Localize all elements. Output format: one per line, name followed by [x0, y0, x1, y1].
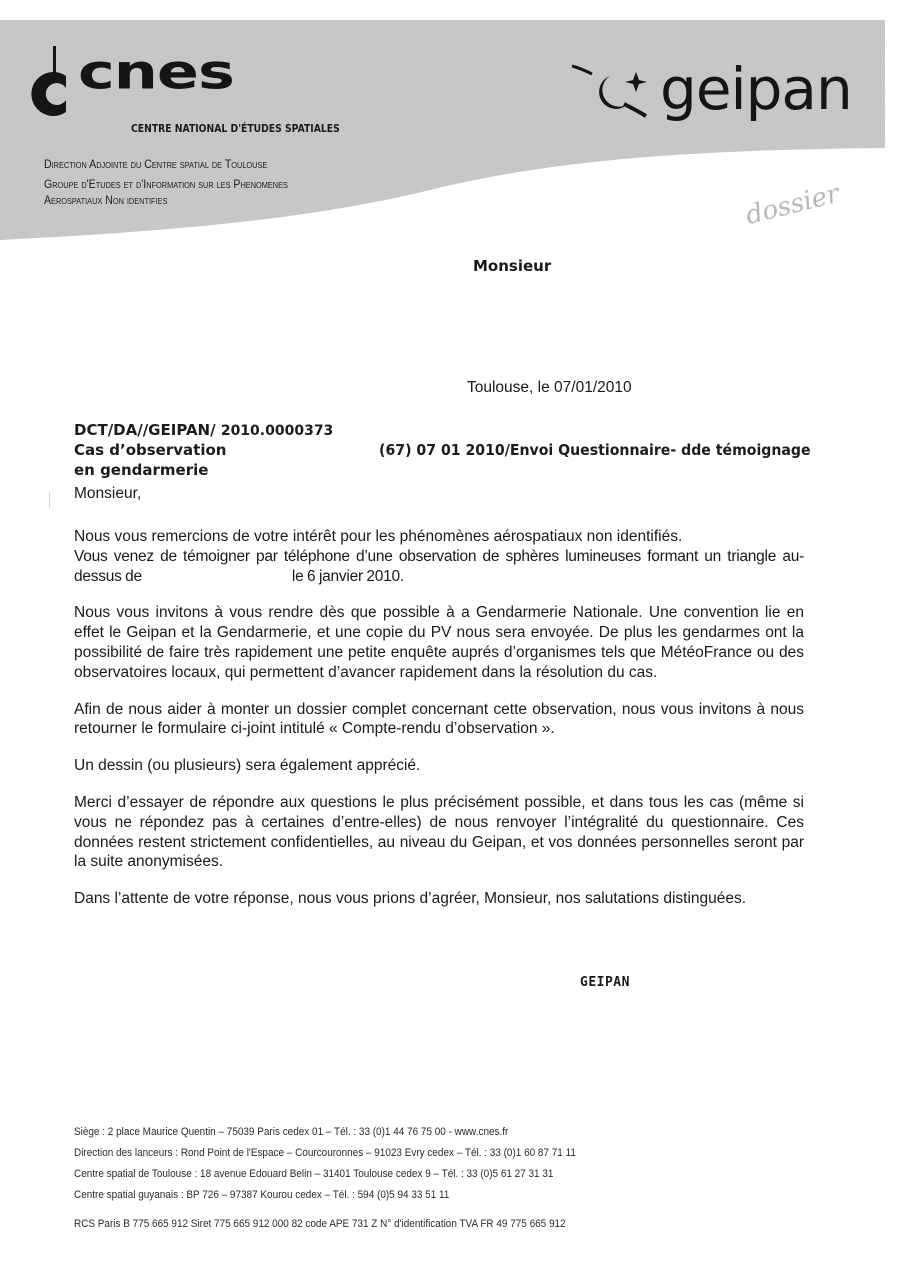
body-spacer — [74, 909, 804, 929]
footer-toulouse: Centre spatial de Toulouse : 18 avenue Edouard Belin – 31401 Toulouse cedex 9 – Tél. : 33 (0)5 61 27 31 31 — [74, 1168, 554, 1180]
paragraph-3: Afin de nous aider à monter un dossier complet concernant cette observation, nous vous invitons à nous retourner le formulaire ci-joint intitulé « Compte-rendu d’observation ». — [74, 700, 804, 738]
subject-line: (67) 07 01 2010/Envoi Questionnaire- dde témoignage — [379, 441, 811, 459]
paragraph-1 — [74, 527, 804, 586]
group-line-1: Groupe d'Etudes et d'Information sur les Phenomenes — [44, 179, 288, 191]
paragraph-2: Nous vous invitons à vous rendre dès que possible à a Gendarmerie Nationale. Une convention lie en effet le Geipan et la Gendarmerie, et une copie du PV nous sera envoyée. De plus les gendarmes ont la possibilité de faire très rapidement une petite enquête auprés d’organismes tels que MétéoFrance ou des observatoires locaux, qui permettent d’avancer rapidement dans la résolution du cas. — [74, 604, 804, 681]
reference-number: 2010.0000373 — [220, 423, 334, 439]
case-type-line-1: Cas d’observation — [74, 441, 227, 459]
geipan-logo-text: geipan — [660, 55, 852, 123]
group-line-2: Aerospatiaux Non identifies — [44, 195, 168, 207]
paragraph-1-line-2: Vous venez de témoigner par téléphone d’une observation de sphères lumineuses formant un triangle au-dessus de — [74, 547, 804, 585]
footer-launchers: Direction des lanceurs : Rond Point de l'Espace – Courcouronnes – 91023 Evry cedex – Tél. : 33 (0)1 60 87 71 11 — [74, 1147, 576, 1159]
direction-line: Direction Adjointe du Centre spatial de Toulouse — [44, 159, 268, 171]
handwritten-note: dossier — [742, 178, 843, 232]
reference-code: DCT/DA//GEIPAN/ — [74, 421, 216, 439]
cnes-logo-text: cnes — [78, 43, 234, 101]
date-line: Toulouse, le 07/01/2010 — [467, 379, 632, 396]
footer-headquarters: Siège : 2 place Maurice Quentin – 75039 Paris cedex 01 – Tél. : 33 (0)1 44 76 75 00 - www.cnes.fr — [74, 1126, 509, 1138]
recipient: Monsieur — [473, 257, 552, 275]
paragraph-4: Un dessin (ou plusieurs) sera également apprécié. — [74, 757, 421, 775]
cnes-full-name: CENTRE NATIONAL D'ÉTUDES SPATIALES — [131, 123, 340, 135]
paragraph-1-line-3: le 6 janvier 2010. — [291, 567, 404, 585]
paragraph-6: Dans l’attente de votre réponse, nous vous prions d’agréer, Monsieur, nos salutations distinguées. — [74, 890, 747, 908]
paragraph-1-line-2-wrap — [74, 547, 804, 587]
case-type-line-2: en gendarmerie — [74, 461, 209, 479]
margin-mark — [49, 492, 50, 508]
footer-guyane: Centre spatial guyanais : BP 726 – 97387 Kourou cedex – Tél. : 594 (0)5 94 33 51 11 — [74, 1189, 450, 1201]
paragraph-5: Merci d’essayer de répondre aux questions le plus précisément possible, et dans tous les cas (même si vous ne répondez pas à certaines d’entre-elles) de nous renvoyer l’intégralité du questionnaire. Ces données restent strictement confidentielles, au niveau du Geipan, et vos données personnelles seront par la suite anonymisées. — [74, 793, 804, 871]
reference-line — [74, 421, 333, 441]
salutation: Monsieur, — [74, 485, 142, 502]
paragraph-1-line-1: Nous vous remercions de votre intérêt pour les phénomènes aérospatiaux non identifiés. — [74, 528, 683, 545]
letter-body — [74, 527, 804, 929]
geipan-logo-icon — [570, 62, 660, 122]
signature: GEIPAN — [580, 975, 630, 990]
footer-legal: RCS Paris B 775 665 912 Siret 775 665 912 000 82 code APE 731 Z N° d'identification TVA FR 49 775 665 912 — [74, 1218, 566, 1230]
cnes-logo-icon — [30, 46, 82, 118]
